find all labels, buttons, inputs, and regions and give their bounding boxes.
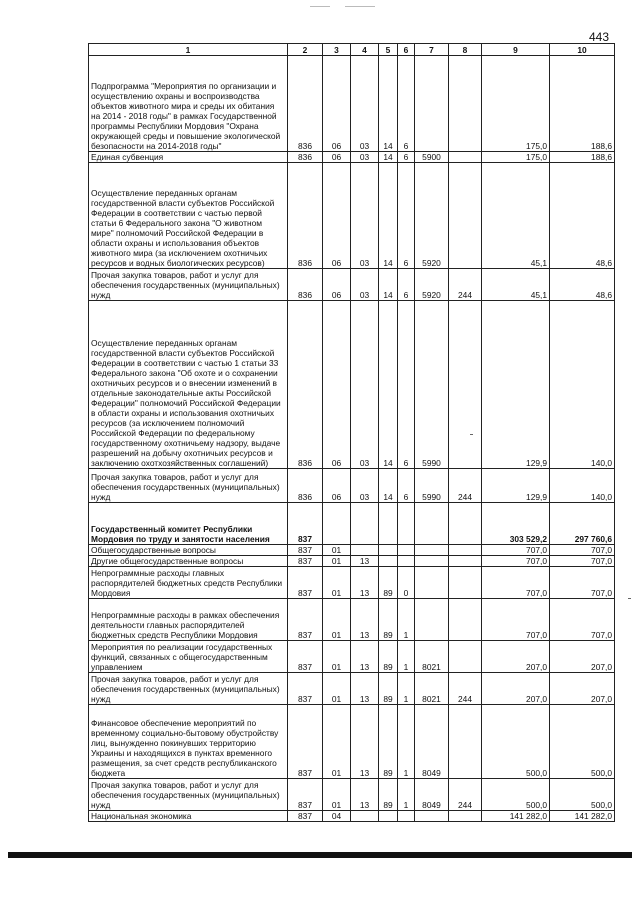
cell-c8 — [449, 152, 482, 163]
cell-c7: 5990 — [415, 469, 449, 503]
cell-c5: 89 — [379, 779, 398, 811]
cell-c3 — [323, 503, 351, 545]
row-name: Прочая закупка товаров, работ и услуг для обеспечения государственных (муниципальных) нужд — [89, 779, 288, 811]
cell-c8: 244 — [449, 269, 482, 301]
cell-c10: 140,0 — [550, 301, 615, 469]
margin-mark — [628, 598, 631, 599]
col-header: 4 — [351, 44, 379, 56]
cell-c3: 04 — [323, 811, 351, 822]
cell-c2: 836 — [288, 56, 323, 152]
cell-c2: 836 — [288, 163, 323, 269]
cell-c5: 89 — [379, 673, 398, 705]
cell-c10: 707,0 — [550, 556, 615, 567]
cell-c7: 8021 — [415, 673, 449, 705]
cell-c4: 13 — [351, 567, 379, 599]
cell-c9: 500,0 — [482, 705, 550, 779]
cell-c7 — [415, 545, 449, 556]
col-header: 1 — [89, 44, 288, 56]
row-name: Осуществление переданных органам государственной власти субъектов Российской Федерации в соответствии с частью 1 статьи 33 Федерального закона "Об охоте и о сохранении охотничьих ресурсов и о внесении изменений в отдельные законодательные акты Российской Федерации" полномочий Российской Федерации в области охраны и использования охотничьих ресурсов (за исключением полномочий Российской Федерации по федеральному государственному охотничьему надзору, выдаче разрешений на добычу охотничьих ресурсов и заключению охотхозяйственных соглашений) — [89, 301, 288, 469]
cell-c9: 141 282,0 — [482, 811, 550, 822]
table-row — [89, 567, 615, 599]
cell-c5: 14 — [379, 269, 398, 301]
cell-c7: 5920 — [415, 163, 449, 269]
row-name: Единая субвенция — [89, 152, 288, 163]
cell-c4: 13 — [351, 599, 379, 641]
cell-c6 — [398, 545, 415, 556]
cell-c2: 836 — [288, 152, 323, 163]
row-name: Подпрограмма "Мероприятия по организации и осуществлению охраны и воспроизводства объектов животного мира и среды их обитания на 2014 - 2018 годы" в рамках Государственной программы Республики Мордовия "Охрана окружающей среды и повышение экологической безопасности на 2014-2018 годы" — [89, 56, 288, 152]
cell-c5: 14 — [379, 301, 398, 469]
cell-c6: 6 — [398, 56, 415, 152]
cell-c2: 837 — [288, 779, 323, 811]
col-header: 5 — [379, 44, 398, 56]
cell-c2: 836 — [288, 301, 323, 469]
cell-c6: 6 — [398, 269, 415, 301]
cell-c3: 06 — [323, 152, 351, 163]
cell-c5: 89 — [379, 599, 398, 641]
row-name: Мероприятия по реализации государственных функций, связанных с общегосударственным управлением — [89, 641, 288, 673]
cell-c3: 01 — [323, 673, 351, 705]
cell-c3: 01 — [323, 556, 351, 567]
cell-c6: 6 — [398, 152, 415, 163]
cell-c3: 01 — [323, 641, 351, 673]
cell-c3: 06 — [323, 269, 351, 301]
cell-c9: 45,1 — [482, 269, 550, 301]
cell-c5: 14 — [379, 469, 398, 503]
margin-mark — [470, 434, 473, 435]
cell-c5 — [379, 503, 398, 545]
cell-c9: 707,0 — [482, 599, 550, 641]
cell-c5 — [379, 811, 398, 822]
row-name: Непрограммные расходы главных распорядителей бюджетных средств Республики Мордовия — [89, 567, 288, 599]
cell-c7: 5900 — [415, 152, 449, 163]
table-row — [89, 163, 615, 269]
cell-c9: 175,0 — [482, 152, 550, 163]
cell-c9: 207,0 — [482, 641, 550, 673]
cell-c7: 8049 — [415, 779, 449, 811]
cell-c3: 01 — [323, 705, 351, 779]
cell-c3: 06 — [323, 301, 351, 469]
cell-c5: 14 — [379, 152, 398, 163]
cell-c8: 244 — [449, 673, 482, 705]
cell-c10: 188,6 — [550, 152, 615, 163]
col-header: 9 — [482, 44, 550, 56]
row-name: Осуществление переданных органам государственной власти субъектов Российской Федерации в соответствии с частью первой статьи 6 Федерального закона "О животном мире" полномочий Российской Федерации в области охраны и использования объектов животного мира (за исключением охотничьих ресурсов и водных биологических ресурсов) — [89, 163, 288, 269]
cell-c5: 14 — [379, 56, 398, 152]
cell-c8 — [449, 705, 482, 779]
row-name: Прочая закупка товаров, работ и услуг для обеспечения государственных (муниципальных) нужд — [89, 269, 288, 301]
table-row — [89, 779, 615, 811]
cell-c8 — [449, 163, 482, 269]
header-row — [89, 44, 615, 56]
row-name: Национальная экономика — [89, 811, 288, 822]
cell-c8 — [449, 545, 482, 556]
cell-c4: 03 — [351, 56, 379, 152]
col-header: 2 — [288, 44, 323, 56]
col-header: 7 — [415, 44, 449, 56]
cell-c3: 01 — [323, 545, 351, 556]
table-row — [89, 56, 615, 152]
cell-c2: 837 — [288, 503, 323, 545]
cell-c2: 837 — [288, 811, 323, 822]
cell-c7 — [415, 503, 449, 545]
cell-c2: 836 — [288, 269, 323, 301]
cell-c10: 141 282,0 — [550, 811, 615, 822]
cell-c9: 303 529,2 — [482, 503, 550, 545]
cell-c3: 06 — [323, 469, 351, 503]
cell-c10: 207,0 — [550, 641, 615, 673]
cell-c4: 03 — [351, 152, 379, 163]
cell-c2: 837 — [288, 599, 323, 641]
cell-c10: 48,6 — [550, 269, 615, 301]
table-row — [89, 705, 615, 779]
cell-c3: 01 — [323, 779, 351, 811]
cell-c6: 0 — [398, 567, 415, 599]
cell-c3: 01 — [323, 567, 351, 599]
cell-c10: 707,0 — [550, 567, 615, 599]
cell-c8 — [449, 56, 482, 152]
col-header: 8 — [449, 44, 482, 56]
cell-c2: 837 — [288, 567, 323, 599]
cell-c6 — [398, 811, 415, 822]
cell-c3: 06 — [323, 163, 351, 269]
cell-c5 — [379, 556, 398, 567]
cell-c7: 5990 — [415, 301, 449, 469]
col-header: 3 — [323, 44, 351, 56]
table-row — [89, 469, 615, 503]
cell-c8 — [449, 567, 482, 599]
cell-c5: 89 — [379, 641, 398, 673]
cell-c6: 6 — [398, 163, 415, 269]
cell-c6: 6 — [398, 301, 415, 469]
cell-c8 — [449, 641, 482, 673]
cell-c7 — [415, 56, 449, 152]
table-row — [89, 152, 615, 163]
cell-c4: 03 — [351, 163, 379, 269]
cell-c9: 707,0 — [482, 567, 550, 599]
cell-c10: 500,0 — [550, 705, 615, 779]
row-name: Государственный комитет Республики Мордовия по труду и занятости населения — [89, 503, 288, 545]
cell-c10: 207,0 — [550, 673, 615, 705]
cell-c10: 707,0 — [550, 545, 615, 556]
cell-c6 — [398, 556, 415, 567]
cell-c10: 140,0 — [550, 469, 615, 503]
cell-c4 — [351, 545, 379, 556]
row-name: Другие общегосударственные вопросы — [89, 556, 288, 567]
cell-c8 — [449, 811, 482, 822]
cell-c9: 129,9 — [482, 469, 550, 503]
cell-c4 — [351, 811, 379, 822]
cell-c8 — [449, 503, 482, 545]
cell-c4: 03 — [351, 269, 379, 301]
cell-c8: 244 — [449, 469, 482, 503]
col-header: 6 — [398, 44, 415, 56]
cell-c7 — [415, 599, 449, 641]
cell-c4: 13 — [351, 556, 379, 567]
cell-c8 — [449, 599, 482, 641]
cell-c6 — [398, 503, 415, 545]
table-row — [89, 269, 615, 301]
cell-c2: 837 — [288, 641, 323, 673]
cell-c6: 1 — [398, 641, 415, 673]
table-row — [89, 556, 615, 567]
budget-table — [88, 43, 615, 822]
cell-c10: 297 760,6 — [550, 503, 615, 545]
cell-c8: 244 — [449, 779, 482, 811]
cell-c2: 837 — [288, 705, 323, 779]
row-name: Финансовое обеспечение мероприятий по временному социально-бытовому обустройству лиц, вынужденно покинувших территорию Украины и находящихся в пунктах временного размещения, за счет средств республиканского бюджета — [89, 705, 288, 779]
cell-c9: 500,0 — [482, 779, 550, 811]
table-body — [89, 56, 615, 822]
cell-c6: 1 — [398, 705, 415, 779]
table-row — [89, 301, 615, 469]
cell-c2: 836 — [288, 469, 323, 503]
cell-c4 — [351, 503, 379, 545]
table-row — [89, 503, 615, 545]
cell-c2: 837 — [288, 556, 323, 567]
cell-c4: 13 — [351, 673, 379, 705]
cell-c2: 837 — [288, 673, 323, 705]
cell-c9: 707,0 — [482, 556, 550, 567]
cell-c5: 89 — [379, 705, 398, 779]
cell-c8 — [449, 301, 482, 469]
row-name: Прочая закупка товаров, работ и услуг для обеспечения государственных (муниципальных) нужд — [89, 469, 288, 503]
cell-c10: 707,0 — [550, 599, 615, 641]
cell-c6: 1 — [398, 599, 415, 641]
cell-c6: 1 — [398, 779, 415, 811]
cell-c4: 03 — [351, 301, 379, 469]
row-name: Непрограммные расходы в рамках обеспечения деятельности главных распорядителей бюджетных средств Республики Мордовия — [89, 599, 288, 641]
row-name: Общегосударственные вопросы — [89, 545, 288, 556]
table-row — [89, 811, 615, 822]
page-number: 443 — [589, 30, 610, 44]
cell-c7 — [415, 556, 449, 567]
cell-c10: 48,6 — [550, 163, 615, 269]
cell-c4: 13 — [351, 779, 379, 811]
scan-mark-right — [345, 6, 375, 7]
row-name: Прочая закупка товаров, работ и услуг для обеспечения государственных (муниципальных) нужд — [89, 673, 288, 705]
bottom-rule — [8, 852, 632, 858]
cell-c2: 837 — [288, 545, 323, 556]
cell-c5: 14 — [379, 163, 398, 269]
cell-c7: 8049 — [415, 705, 449, 779]
cell-c9: 207,0 — [482, 673, 550, 705]
col-header: 10 — [550, 44, 615, 56]
table-row — [89, 545, 615, 556]
cell-c6: 6 — [398, 469, 415, 503]
cell-c5: 89 — [379, 567, 398, 599]
cell-c7: 5920 — [415, 269, 449, 301]
cell-c7 — [415, 811, 449, 822]
cell-c3: 01 — [323, 599, 351, 641]
cell-c10: 188,6 — [550, 56, 615, 152]
cell-c10: 500,0 — [550, 779, 615, 811]
cell-c6: 1 — [398, 673, 415, 705]
cell-c3: 06 — [323, 56, 351, 152]
cell-c9: 129,9 — [482, 301, 550, 469]
table-row — [89, 641, 615, 673]
cell-c7: 8021 — [415, 641, 449, 673]
cell-c9: 707,0 — [482, 545, 550, 556]
scan-mark-left — [310, 6, 330, 7]
cell-c5 — [379, 545, 398, 556]
cell-c4: 03 — [351, 469, 379, 503]
cell-c9: 45,1 — [482, 163, 550, 269]
cell-c4: 13 — [351, 705, 379, 779]
cell-c7 — [415, 567, 449, 599]
table-row — [89, 599, 615, 641]
cell-c8 — [449, 556, 482, 567]
cell-c9: 175,0 — [482, 56, 550, 152]
table-row — [89, 673, 615, 705]
cell-c4: 13 — [351, 641, 379, 673]
